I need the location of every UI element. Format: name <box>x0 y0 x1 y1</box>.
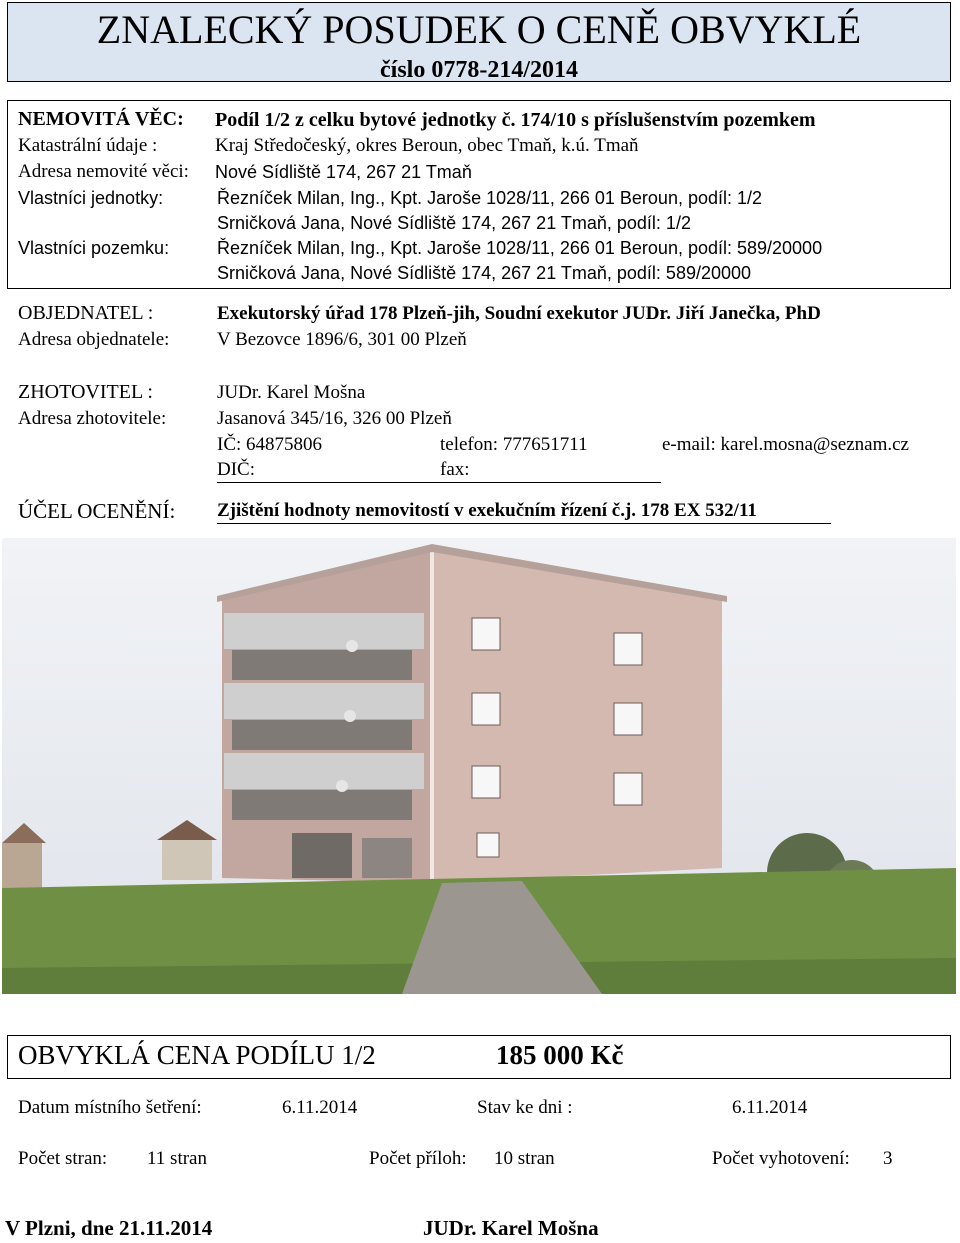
land-owners-label: Vlastníci pozemku: <box>18 238 170 258</box>
signature: JUDr. Karel Mošna <box>423 1216 599 1240</box>
copies-value: 3 <box>883 1148 893 1169</box>
unit-owners-label: Vlastníci jednotky: <box>18 188 164 208</box>
state-date-label: Stav ke dni : <box>477 1097 573 1118</box>
property-address-value: Nové Sídliště 174, 267 21 Tmaň <box>215 162 472 182</box>
client-label: OBJEDNATEL : <box>18 302 154 324</box>
price-value: 185 000 Kč <box>496 1040 624 1070</box>
unit-owner-1: Řezníček Milan, Ing., Kpt. Jaroše 1028/11, 266 01 Beroun, podíl: 1/2 <box>217 188 763 208</box>
pages-label: Počet stran: <box>18 1148 108 1169</box>
document-title: ZNALECKÝ POSUDEK O CENĚ OBVYKLÉ <box>96 7 862 52</box>
title-box <box>7 2 951 82</box>
contractor-ic: IČ: 64875806 <box>217 434 323 455</box>
inspection-date-label: Datum místního šetření: <box>18 1097 202 1118</box>
property-label: NEMOVITÁ VĚC: <box>18 108 184 130</box>
property-address-label: Adresa nemovité věci: <box>18 161 189 182</box>
copies-label: Počet vyhotovení: <box>712 1148 850 1169</box>
apartment-building-photo <box>2 538 956 994</box>
land-owner-1: Řezníček Milan, Ing., Kpt. Jaroše 1028/11, 266 01 Beroun, podíl: 589/20000 <box>217 238 823 258</box>
place-date: V Plzni, dne 21.11.2014 <box>5 1216 213 1240</box>
price-label: OBVYKLÁ CENA PODÍLU 1/2 <box>18 1040 376 1070</box>
purpose-value: Zjištění hodnoty nemovitostí v exekučním řízení č.j. 178 EX 532/11 <box>217 500 757 521</box>
contractor-address-value: Jasanová 345/16, 326 00 Plzeň <box>217 408 452 429</box>
contractor-email: e-mail: karel.mosna@seznam.cz <box>662 434 909 455</box>
purpose-label: ÚČEL OCENĚNÍ: <box>18 499 176 523</box>
contractor-underline <box>217 482 661 483</box>
client-address-value: V Bezovce 1896/6, 301 00 Plzeň <box>217 329 467 350</box>
pages-value: 11 stran <box>147 1148 207 1169</box>
document-number: číslo 0778-214/2014 <box>380 57 578 83</box>
client-value: Exekutorský úřad 178 Plzeň-jih, Soudní exekutor JUDr. Jiří Janečka, PhD <box>217 303 821 324</box>
unit-owner-2: Srničková Jana, Nové Sídliště 174, 267 21 Tmaň, podíl: 1/2 <box>217 213 691 233</box>
client-address-label: Adresa objednatele: <box>18 329 170 350</box>
contractor-fax: fax: <box>440 459 470 480</box>
contractor-address-label: Adresa zhotovitele: <box>18 408 167 429</box>
attachments-label: Počet příloh: <box>369 1148 467 1169</box>
contractor-label: ZHOTOVITEL : <box>18 381 153 403</box>
contractor-value: JUDr. Karel Mošna <box>217 382 366 403</box>
land-owner-2: Srničková Jana, Nové Sídliště 174, 267 21 Tmaň, podíl: 589/20000 <box>217 263 752 283</box>
attachments-value: 10 stran <box>494 1148 555 1169</box>
state-date-value: 6.11.2014 <box>732 1097 808 1118</box>
inspection-date-value: 6.11.2014 <box>282 1097 358 1118</box>
purpose-underline <box>217 523 831 524</box>
contractor-phone: telefon: 777651711 <box>440 434 588 455</box>
cadastral-value: Kraj Středočeský, okres Beroun, obec Tmaň, k.ú. Tmaň <box>215 135 639 156</box>
property-value: Podíl 1/2 z celku bytové jednotky č. 174/10 s příslušenstvím pozemkem <box>215 109 816 131</box>
cadastral-label: Katastrální údaje : <box>18 135 158 156</box>
contractor-dic: DIČ: <box>217 459 255 480</box>
